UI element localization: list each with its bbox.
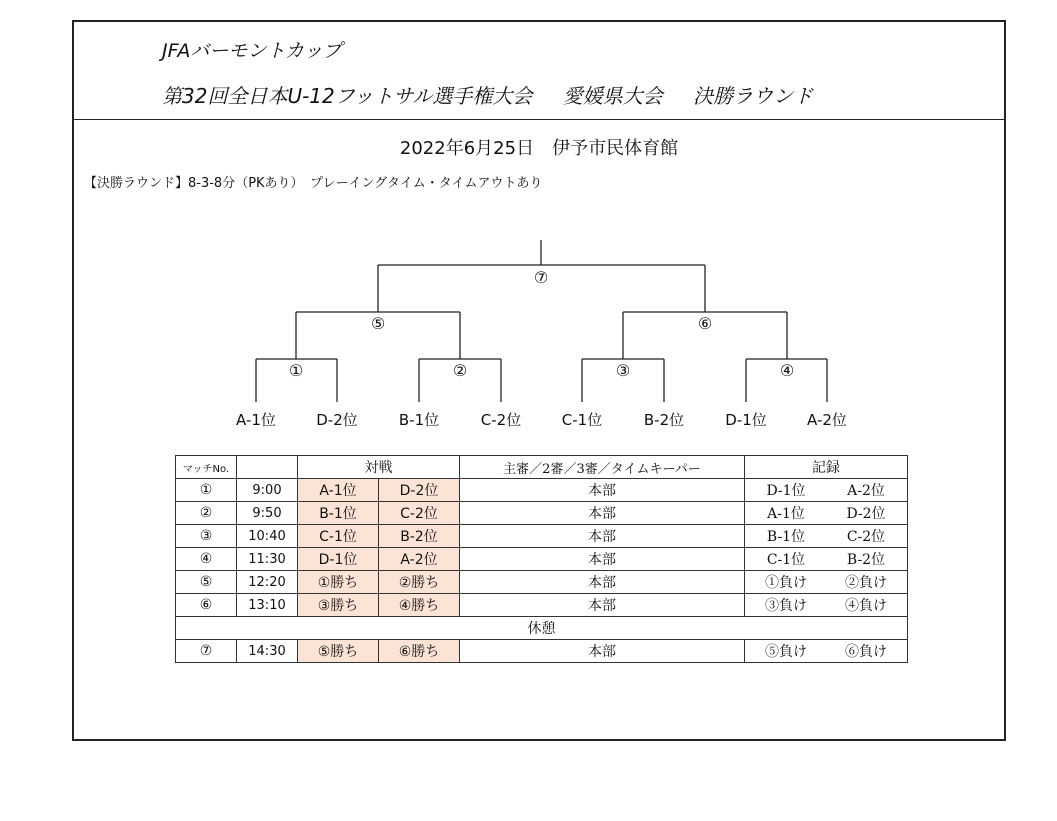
- prefecture-name: 愛媛県大会: [562, 84, 663, 108]
- date-venue: 2022年6月25日 伊予市民体育館: [399, 138, 679, 159]
- team-1: ③勝ち: [298, 594, 379, 617]
- match-time: 9:00: [237, 479, 298, 502]
- semi-label-left: ⑤: [370, 314, 386, 333]
- bracket-team: D-1位: [725, 411, 767, 429]
- officials: 本部: [460, 479, 745, 502]
- record-1: C-1位: [766, 552, 806, 568]
- record-2: ⑥負け: [845, 644, 887, 660]
- quarter-label-3: ③: [615, 361, 631, 380]
- bracket-team: A-2位: [807, 411, 847, 429]
- team-2: C-2位: [379, 502, 460, 525]
- record-2: ②負け: [845, 575, 887, 591]
- team-2: ⑥勝ち: [379, 640, 460, 663]
- table-row: [176, 640, 908, 663]
- semi-label-right: ⑥: [697, 314, 713, 333]
- header-match-no: マッチNo.: [176, 456, 237, 479]
- match-no: ⑥: [176, 594, 237, 617]
- record-1: ①負け: [765, 575, 807, 591]
- officials: 本部: [460, 571, 745, 594]
- quarter-label-4: ④: [779, 361, 795, 380]
- rules-text: 【決勝ラウンド】8-3-8分（PKあり） プレーイングタイム・タイムアウトあり: [84, 176, 543, 191]
- header-time: [237, 456, 298, 479]
- record: [745, 479, 908, 502]
- table-row: [176, 548, 908, 571]
- table-row: [176, 571, 908, 594]
- team-1: ⑤勝ち: [298, 640, 379, 663]
- match-time: 14:30: [237, 640, 298, 663]
- schedule-table: [175, 455, 908, 663]
- final-label: ⑦: [533, 268, 549, 287]
- record: [745, 548, 908, 571]
- record: [745, 502, 908, 525]
- quarter-label-2: ②: [452, 361, 468, 380]
- quarter-label-1: ①: [288, 361, 304, 380]
- table-row: [176, 525, 908, 548]
- record: [745, 525, 908, 548]
- record: [745, 594, 908, 617]
- record-2: ④負け: [845, 598, 887, 614]
- match-no: ⑤: [176, 571, 237, 594]
- match-time: 10:40: [237, 525, 298, 548]
- record-1: D-1位: [766, 483, 806, 499]
- officials: 本部: [460, 525, 745, 548]
- tournament-bracket: [74, 22, 1004, 432]
- bracket-team: A-1位: [236, 411, 276, 429]
- header-matchup: 対戦: [298, 456, 460, 479]
- match-no: ④: [176, 548, 237, 571]
- record-2: C-2位: [846, 529, 886, 545]
- record-1: B-1位: [766, 529, 806, 545]
- match-no: ③: [176, 525, 237, 548]
- match-no: ②: [176, 502, 237, 525]
- team-1: ①勝ち: [298, 571, 379, 594]
- header-officials: 主審／2審／3審／タイムキーパー: [460, 456, 745, 479]
- match-time: 11:30: [237, 548, 298, 571]
- table-row: [176, 594, 908, 617]
- record-1: ⑤負け: [765, 644, 807, 660]
- bracket-team: B-1位: [398, 411, 440, 429]
- bracket-team: C-2位: [480, 411, 522, 429]
- match-no: ①: [176, 479, 237, 502]
- team-2: D-2位: [379, 479, 460, 502]
- record: [745, 640, 908, 663]
- header-record: 記録: [745, 456, 908, 479]
- team-1: C-1位: [298, 525, 379, 548]
- officials: 本部: [460, 594, 745, 617]
- bracket-team: B-2位: [643, 411, 685, 429]
- team-2: ④勝ち: [379, 594, 460, 617]
- record-2: B-2位: [846, 552, 886, 568]
- record-1: ③負け: [765, 598, 807, 614]
- table-header-row: [176, 456, 908, 479]
- record-2: A-2位: [847, 483, 885, 499]
- team-2: A-2位: [379, 548, 460, 571]
- bracket-team: D-2位: [316, 411, 358, 429]
- team-1: D-1位: [298, 548, 379, 571]
- break-row: [176, 617, 908, 640]
- document-frame: [72, 20, 1006, 741]
- match-time: 13:10: [237, 594, 298, 617]
- title-line-1: JFAバーモントカップ: [162, 40, 342, 62]
- table-row: [176, 502, 908, 525]
- match-time: 9:50: [237, 502, 298, 525]
- team-2: ②勝ち: [379, 571, 460, 594]
- bracket-team: C-1位: [561, 411, 603, 429]
- officials: 本部: [460, 548, 745, 571]
- table-row: [176, 479, 908, 502]
- team-1: B-1位: [298, 502, 379, 525]
- record-2: D-2位: [846, 506, 886, 522]
- break-label: 休憩: [176, 617, 908, 640]
- record: [745, 571, 908, 594]
- record-1: A-1位: [767, 506, 805, 522]
- round-name: 決勝ラウンド: [693, 84, 814, 108]
- officials: 本部: [460, 502, 745, 525]
- match-no: ⑦: [176, 640, 237, 663]
- officials: 本部: [460, 640, 745, 663]
- team-1: A-1位: [298, 479, 379, 502]
- team-2: B-2位: [379, 525, 460, 548]
- tournament-name: 第32回全日本U-12フットサル選手権大会: [162, 84, 533, 108]
- match-time: 12:20: [237, 571, 298, 594]
